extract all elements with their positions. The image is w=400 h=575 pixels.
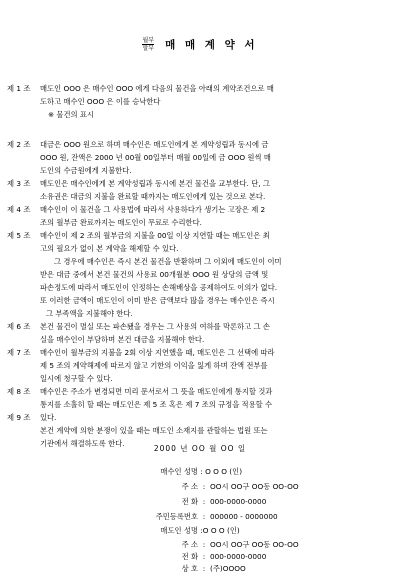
title-prefix-top: 월부 [142,37,155,44]
seller-address-value: OO시 OO구 OO동 OO-OO [210,540,299,549]
contract-date: 2000 년 OO 월 OO 일 [153,444,247,453]
seller-company-row: 상 호 : (주)OOOO [142,562,246,575]
article-line: 받은 대금 중에서 본건 물건의 사용료 00개월분 OOO 원 상당의 금액 및 [40,270,269,279]
article-line: 매수인이 제 2 조의 월부금의 지불을 00일 이상 지연할 때는 매도인은 최 [40,231,270,240]
article-line: 도하고 매수인 OOO 은 이를 승낙한다 [40,97,161,106]
seller-phone-value: 000-0000-0000 [210,552,267,561]
article-number: 제 6 조 [7,322,31,331]
seller-phone-row: 전 화 : 000-0000-0000 [142,550,266,563]
title-prefix-bottom: 할부 [142,45,155,52]
article-1 [7,82,394,121]
article-line: 매수인이 월부금의 지불을 2회 이상 지연했을 때, 매도인은 그 선택에 따라 [40,348,275,357]
article-line: 그 경우에 매수인은 즉시 본건 물건을 반환하며 그 이외에 매도인이 이미 [54,257,282,266]
article-line: 본건 물건이 멸실 또는 파손됐을 경우는 그 사용의 여하를 막론하고 그 손 [40,322,270,331]
article-line: 매도인은 매수인에게 본 계약성립과 동시에 본건 물건을 교부한다. 단, 그 [40,179,270,188]
article-line: 통지를 소홀히 할 때는 매도인은 제 5 조 혹은 제 7 조의 규정을 적용할 수 [40,400,273,409]
title-prefix-stack [142,37,154,52]
article-line: 매도인 OOO 은 매수인 OOO 에게 다음의 물건을 아래의 계약조건으로 매 [40,84,274,93]
article-4 [7,203,394,229]
buyer-name-value: : O O O (인) [200,467,243,476]
article-line: 도인의 수금원에게 지불한다. [40,166,132,175]
buyer-address-value: OO시 OO구 OO동 OO-OO [210,482,299,491]
seller-company-value: (주)OOOO [210,564,246,573]
article-5 [7,229,394,320]
article-line: 실을 매수인이 부담하며 본건 대금을 지불해야 한다. [40,335,205,344]
seller-address-row: 주 소 : OO시 OO구 OO동 OO-OO [142,538,299,551]
buyer-rrn-row: 주민등록번호 : 000000 - 0000000 [127,510,278,523]
article-line: 기관에서 해결하도록 한다. [40,439,125,448]
document-header [0,34,400,53]
buyer-name-row [142,465,242,478]
buyer-name-label: 매수인 성명 [160,467,198,476]
article-line: OOO 원, 잔액은 2000 년 00월 00일부터 매월 00일에 금 OOO 원씩 매 [40,153,271,162]
article-line: 조의 월부금 완료까지는 매도인이 무료로 수리한다. [40,218,202,227]
seller-address-label: 주 소 [181,540,198,549]
buyer-address-row: 주 소 : OO시 OO구 OO동 OO-OO [142,480,299,493]
article-line: 일시에 청구할 수 있다. [40,374,113,383]
buyer-rrn-label: 주민등록번호 [155,512,198,521]
article-line: 고의 필요가 없이 본 계약을 해제할 수 있다. [40,244,179,253]
article-number: 제 9 조 [7,413,31,422]
article-6 [7,320,394,346]
article-line: 또 이러한 금액이 매도인이 이미 받은 금액보다 많을 경우는 매수인은 즉시 [40,296,275,305]
buyer-phone-label: 전 화 [181,497,198,506]
article-number: 제 8 조 [7,387,31,396]
seller-company-label: 상 호 [181,564,198,573]
article-line: 소유권은 대금의 지불을 완료할 때까지는 매도인에게 있는 것으로 본다. [40,192,266,201]
article-line: 매수인이 이 물건을 그 사용법에 따라서 사용하다가 생기는 고장은 제 2 [40,205,266,214]
article-number: 제 5 조 [7,231,31,240]
buyer-phone-value: 000-0000-0000 [210,497,267,506]
article-number: 제 4 조 [7,205,31,214]
article-line: 본건 계약에 의한 분쟁이 있을 때는 매도인 소재지를 관할하는 법원 또는 [40,426,268,435]
article-8 [7,385,394,411]
article-2 [7,138,394,177]
article-number: 제 3 조 [7,179,31,188]
seller-phone-label: 전 화 [181,552,198,561]
article-line: 제 5 조의 계약해제에 따르지 않고 기한의 이익을 잃게 하며 잔액 전부를 [40,361,268,370]
article-number: 제 1 조 [7,84,31,93]
article-line: 매수인은 주소가 변경되면 미리 문서로서 그 뜻을 매도인에게 통지할 것과 [40,387,273,396]
buyer-address-label: 주 소 [181,482,198,491]
article-line: 그 부족액을 지불해야 한다. [46,309,133,318]
seller-name-value: :O O O (인) [200,526,240,535]
article-note: ※ 물건의 표시 [48,110,94,119]
article-line: 있다. [40,413,57,422]
article-number: 제 2 조 [7,140,31,149]
buyer-phone-row: 전 화 : 000-0000-0000 [142,495,266,508]
article-3 [7,177,394,203]
article-number: 제 7 조 [7,348,31,357]
seller-name-row [142,524,240,537]
article-line: 대금은 OOO 원으로 하며 매수인은 매도인에게 본 계약성립과 동시에 금 [40,140,269,149]
document-title: 매 매 계 약 서 [165,39,258,51]
article-7 [7,346,394,385]
seller-name-label: 매도인 성명 [160,526,198,535]
article-line: 파손정도에 따라서 매도인이 인정하는 손해배상을 공제하여도 이의가 없다. [40,283,278,292]
buyer-rrn-value: 000000 - 0000000 [210,512,278,521]
